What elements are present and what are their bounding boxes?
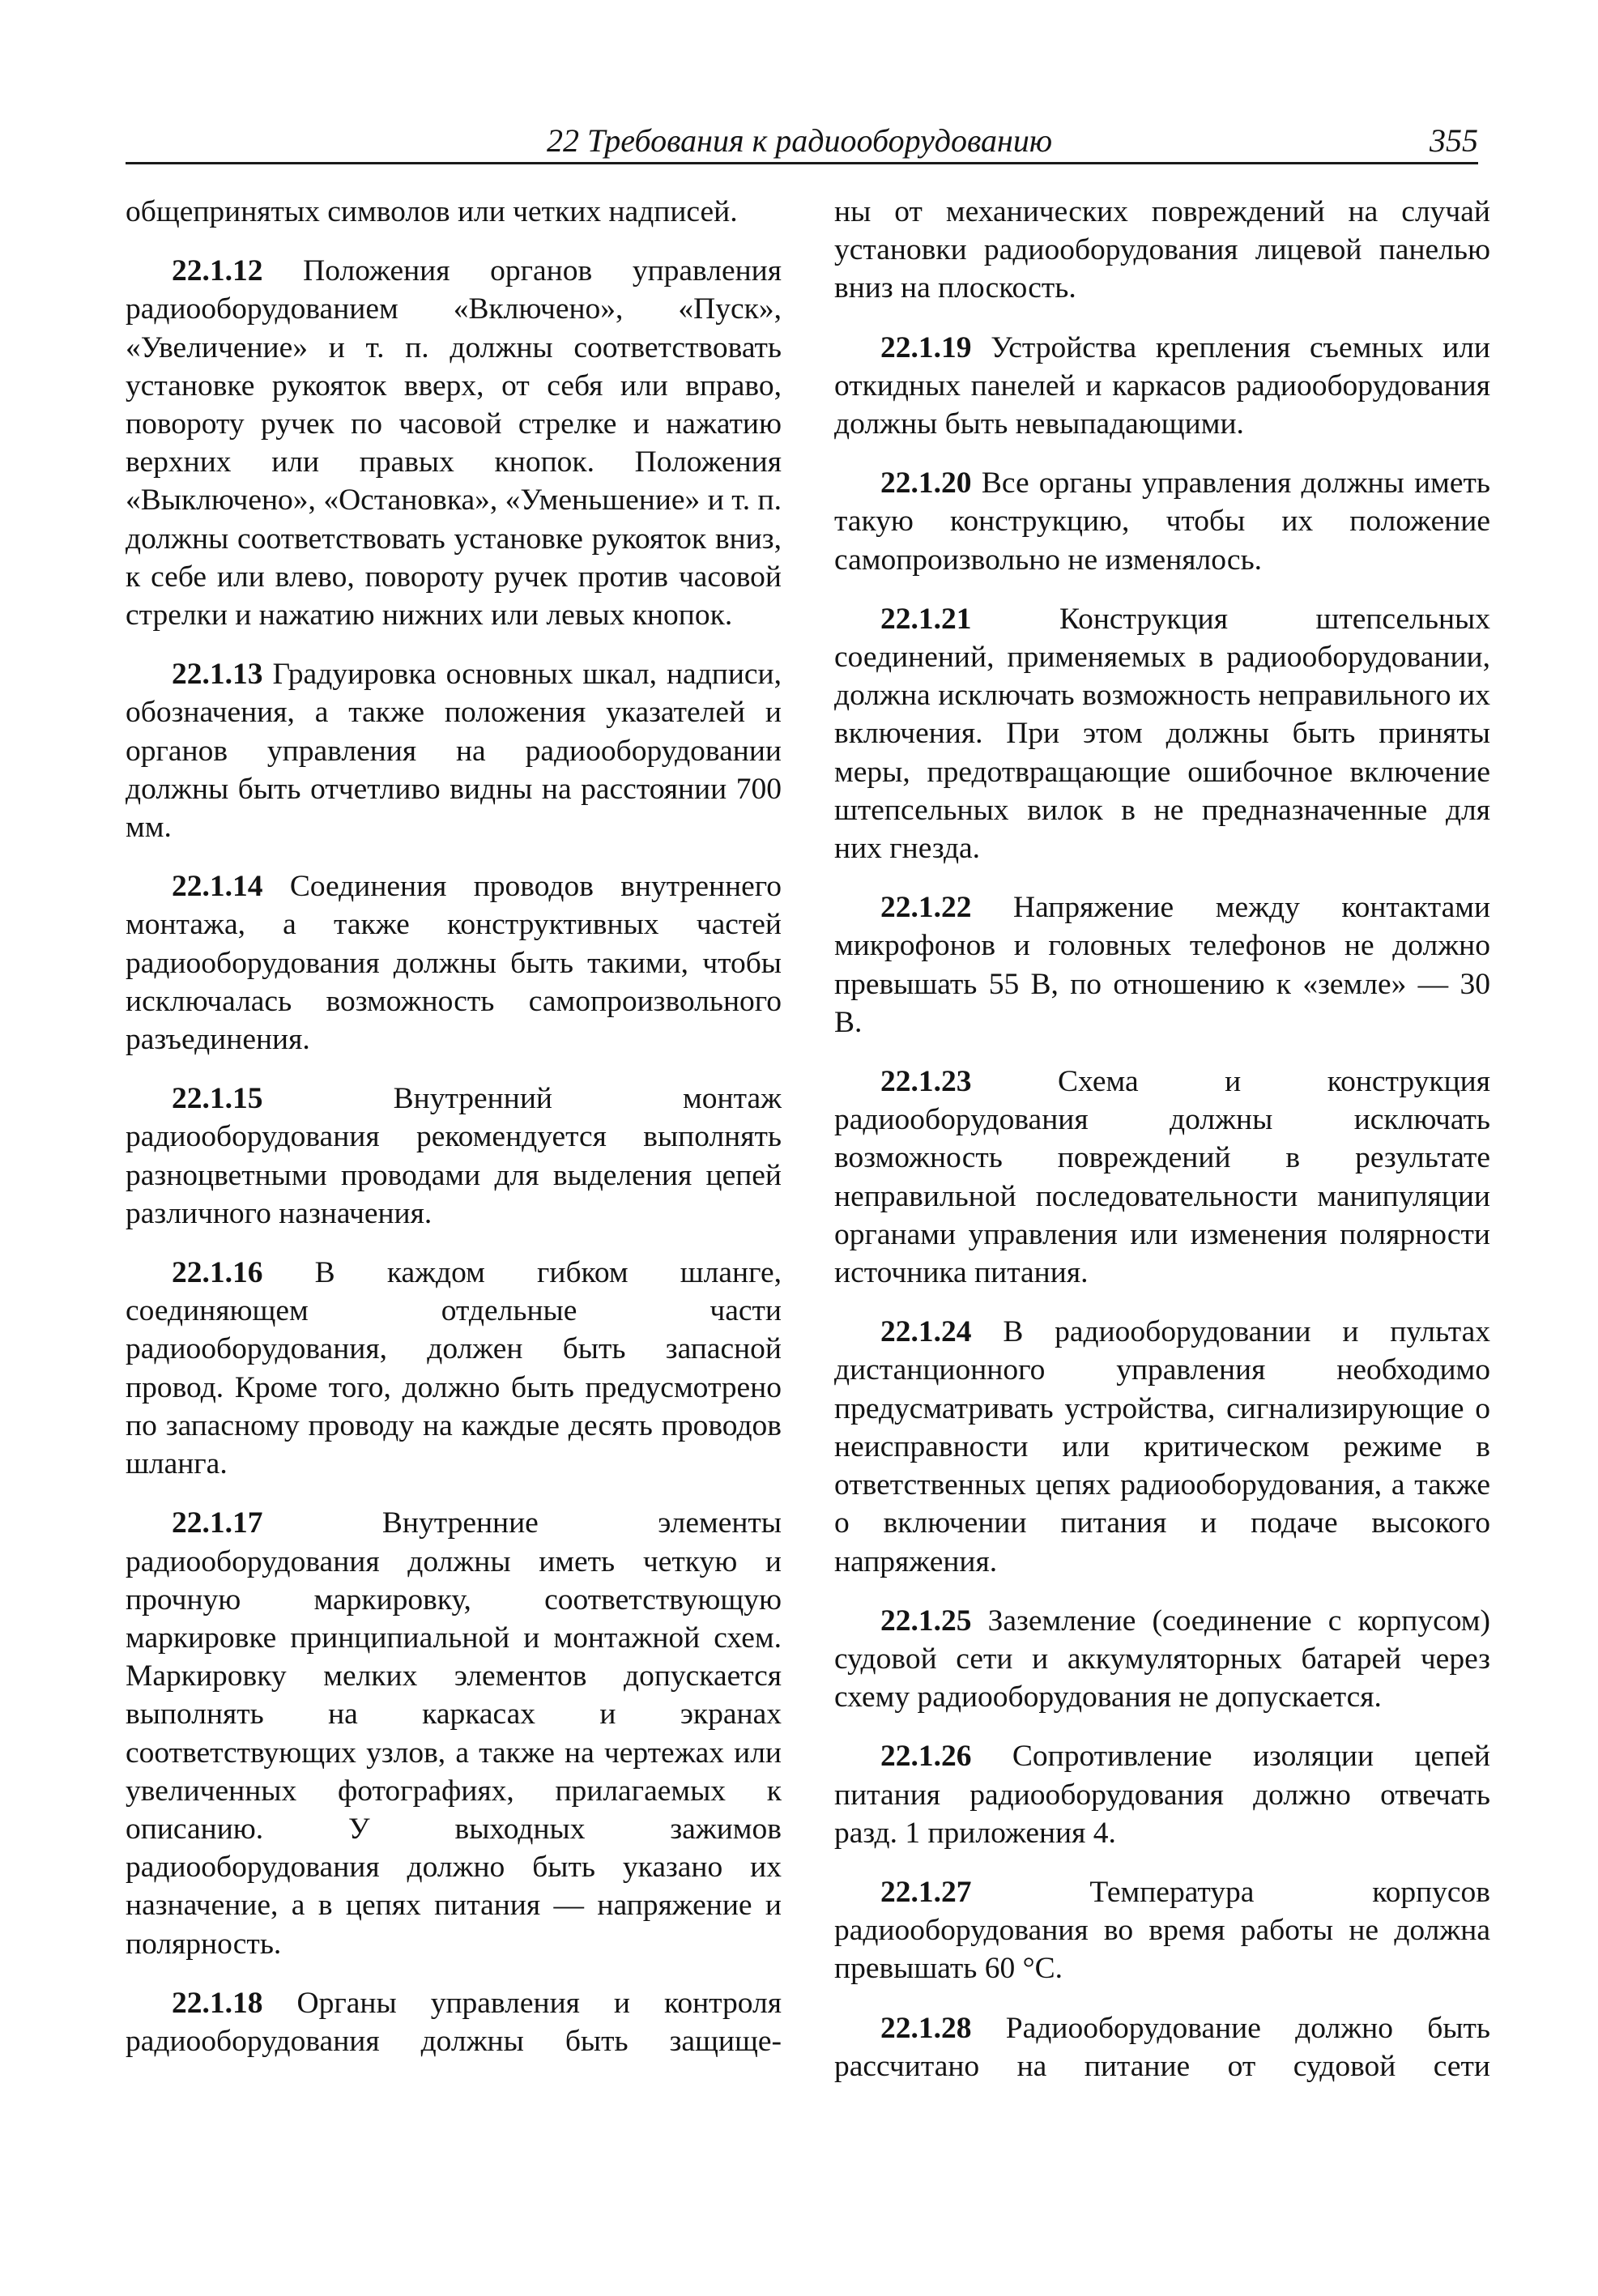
paragraph-22-1-22: 22.1.22 Напряжение между контактами микрофонов и головных телефонов не должно превышать 55 В, по отношению к «земле» — 30 В. bbox=[834, 891, 1491, 1039]
paragraph-22-1-16: 22.1.16 В каждом гибком шланге, соединяющем отдельные части радиооборудования, должен быть запасной провод. Кроме того, должно быть предусмотрено по запасному проводу на каждые десять проводов шланга. bbox=[126, 1256, 782, 1481]
paragraph: общепринятых символов или четких надписей. bbox=[126, 195, 738, 228]
paragraph-22-1-26: 22.1.26 Сопротивление изоляции цепей питания радиооборудования должно отвечать разд. 1 приложения 4. bbox=[834, 1740, 1490, 1850]
paragraph-22-1-14: 22.1.14 Соединения проводов внутреннего монтажа, а также конструктивных частей радиооборудования должны быть такими, чтобы исключалась возможность самопроизвольного разъединения. bbox=[126, 870, 782, 1057]
chapter-title: 22 Требования к радиооборудованию bbox=[547, 122, 1053, 159]
paragraph-22-1-15: 22.1.15 Внутренний монтаж радиооборудования рекомендуется выполнять разноцветными проводами для выделения цепей различного назначения. bbox=[126, 1082, 782, 1230]
paragraph-22-1-21: 22.1.21 Конструкция штепсельных соединений, применяемых в радиооборудовании, должна исключать возможность неправильного их включения. При этом должны быть приняты меры, предотвращающие ошибочное включение штепсельных вилок в не предназначенные для них гнезда. bbox=[834, 602, 1490, 866]
paragraph-22-1-20: 22.1.20 Все органы управления должны иметь такую конструкцию, чтобы их положение самопроизвольно не изменялось. bbox=[834, 466, 1490, 577]
paragraph-22-1-18: 22.1.18 Органы управления и контроля радиооборудования должны быть защище- bbox=[126, 1986, 782, 2058]
paragraph-22-1-19: 22.1.19 Устройства крепления съемных или откидных панелей и каркасов радиооборудования должны быть невыпадающими. bbox=[834, 330, 1490, 441]
left-column bbox=[126, 193, 782, 2081]
paragraph-22-1-24: 22.1.24 В радиооборудовании и пультах дистанционного управления необходимо предусматривать устройства, сигнализирующие о неисправности или критическом режиме в ответственных цепях радиооборудования, а также о включении питания и подаче высокого напряжения. bbox=[834, 1315, 1490, 1578]
paragraph-22-1-28: 22.1.28 Радиооборудование должно быть рассчитано на питание от судовой сети bbox=[834, 2011, 1490, 2083]
paragraph-22-1-12: 22.1.12 Положения органов управления радиооборудованием «Включено», «Пуск», «Увеличение» и т. п. должны соответствовать установке рукояток вверх, от себя или вправо, повороту ручек по часовой стрелке и нажатию верхних или правых кнопок. Положения «Выключено», «Остановка», «Уменьшение» и т. п. должны соответствовать установке рукояток вниз, к себе или влево, повороту ручек против часовой стрелки и нажатию нижних или левых кнопок. bbox=[126, 254, 782, 633]
page-number: 355 bbox=[1430, 122, 1478, 159]
paragraph: ны от механических повреждений на случай установки радиооборудования лицевой панелью вниз на плоскость. bbox=[834, 195, 1490, 305]
paragraph-22-1-13: 22.1.13 Градуировка основных шкал, надписи, обозначения, а также положения указателей и органов управления на радиооборудовании должны быть отчетливо видны на расстоянии 700 мм. bbox=[126, 658, 782, 845]
right-column bbox=[834, 193, 1490, 2106]
running-header bbox=[126, 121, 1478, 164]
paragraph-22-1-17: 22.1.17 Внутренние элементы радиооборудования должны иметь четкую и прочную маркировку, соответствующую маркировке принципиальной и монтажной схем. Маркировку мелких элементов допускается выполнять на каркасах и экранах соответствующих узлов, а также на чертежах или увеличенных фотографиях, прилагаемых к описанию. У выходных зажимов радиооборудования должно быть указано их назначение, а в цепях питания — напряжение и полярность. bbox=[126, 1506, 782, 1961]
paragraph-22-1-27: 22.1.27 Температура корпусов радиооборудования во время работы не должна превышать 60 °C. bbox=[834, 1875, 1491, 1986]
paragraph-22-1-25: 22.1.25 Заземление (соединение с корпусом) судовой сети и аккумуляторных батарей через схему радиооборудования не допускается. bbox=[834, 1604, 1490, 1715]
paragraph-22-1-23: 22.1.23 Схема и конструкция радиооборудования должны исключать возможность повреждений в результате неправильной последовательности манипуляции органами управления или изменения полярности источника питания. bbox=[834, 1065, 1490, 1290]
